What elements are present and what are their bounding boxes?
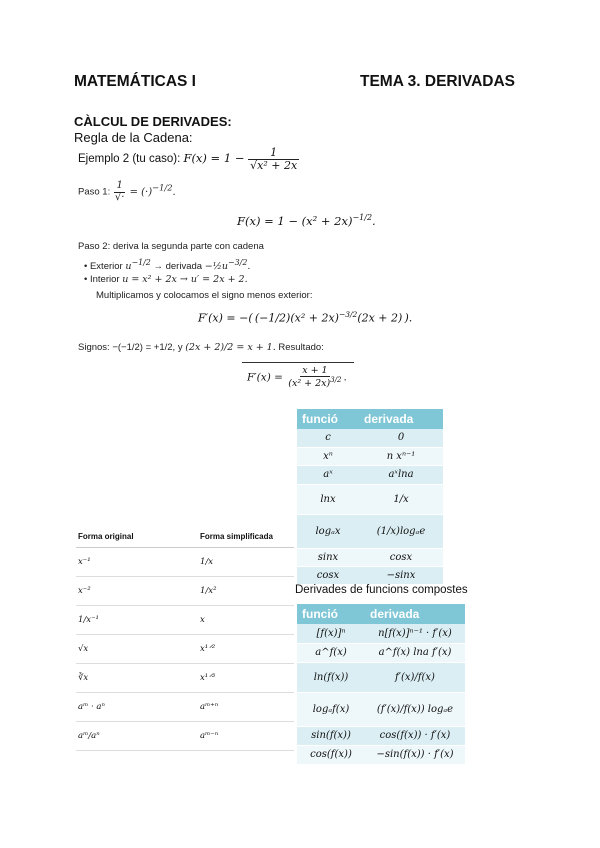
compound-header-derivative: derivada	[365, 604, 465, 624]
section-title: CÀLCUL DE DERIVADES:	[74, 114, 232, 129]
table-row: cosx −sinx	[297, 566, 443, 584]
forms-table	[76, 528, 294, 751]
step1-line: Paso 1: $\frac{1}{√\cdot}$ = $(\cdot)^{-1/2}$.	[78, 180, 176, 203]
table-row: aᵐ/aⁿ aᵐ⁻ⁿ	[76, 722, 294, 751]
deriv-header-derivative: derivada	[359, 409, 443, 429]
table-row: a^f(x) a^f(x) lna f′(x)	[297, 643, 465, 662]
table-row: 1/x⁻¹ x	[76, 606, 294, 635]
table-row: sinx cosx	[297, 548, 443, 566]
table-row: logₐx (1/x)logₐe	[297, 514, 443, 548]
signs-line: Signos: −(−1/2) = +1/2, y (2x + 2)/2 = x + 1. Resultado:	[78, 342, 324, 353]
forms-header-original: Forma original	[76, 528, 198, 548]
table-row: sin(f(x)) cos(f(x)) · f′(x)	[297, 726, 465, 745]
result-rule	[242, 362, 354, 363]
compound-title: Derivades de funcions compostes	[295, 584, 468, 596]
forms-header-simplified: Forma simplificada	[198, 528, 294, 548]
compound-header-function: funció	[297, 604, 365, 624]
derivative-table	[297, 409, 443, 585]
result-formula: F′(x) = $\frac{x + 1}{(x^2 + 2x)^{3/2}}$ .	[247, 365, 347, 390]
step2-bullet1: • Exterior $u^{-1/2}$ → derivada $-\frac{1}{2}u^{-3/2}$.	[84, 258, 251, 273]
table-row: lnx 1/x	[297, 484, 443, 514]
subject-title: MATEMÁTICAS I	[74, 73, 196, 90]
table-row: aˣ aˣlna	[297, 465, 443, 484]
table-row: ln(f(x)) f′(x)/f(x)	[297, 662, 465, 692]
example-label: Ejemplo 2 (tu caso):	[78, 153, 181, 166]
example-line	[78, 147, 299, 171]
step2-formula: F′(x) = −( $(-1/2)(x^2 + 2x)^{-3/2}(2x + 2)$ ).	[198, 310, 413, 325]
table-row: x⁻² 1/x²	[76, 577, 294, 606]
step2-note: Multiplicamos y colocamos el signo menos exterior:	[96, 290, 313, 301]
step2-label: Paso 2: deriva la segunda parte con cadena	[78, 241, 264, 252]
step1-label: Paso 1:	[78, 186, 111, 198]
table-row: c 0	[297, 429, 443, 447]
table-row: cos(f(x)) −sin(f(x)) · f′(x)	[297, 745, 465, 764]
deriv-header-function: funció	[297, 409, 359, 429]
topic-title: TEMA 3. DERIVADAS	[360, 73, 516, 90]
table-row: [f(x)]ⁿ n[f(x)]ⁿ⁻¹ · f′(x)	[297, 624, 465, 643]
step2-bullet2: • Interior u = x² + 2x → u′ = 2x + 2.	[84, 274, 248, 285]
table-row: x⁻¹ 1/x	[76, 548, 294, 577]
table-row: √x x¹ᐟ²	[76, 635, 294, 664]
table-row: xⁿ n xⁿ⁻¹	[297, 447, 443, 465]
section-subtitle: Regla de la Cadena:	[74, 130, 193, 145]
table-row: ∛x x¹ᐟ³	[76, 664, 294, 693]
table-row: logₐf(x) (f′(x)/f(x)) logₐe	[297, 692, 465, 726]
step1-formula: $F(x) = 1 - (x^2 + 2x)^{-1/2}$.	[237, 213, 376, 228]
table-row: aᵐ · aⁿ aᵐ⁺ⁿ	[76, 693, 294, 722]
compound-table	[297, 604, 465, 765]
example-formula: F(x) = 1 − $\frac{1}{\text{√x² + 2x}}$	[183, 146, 298, 172]
